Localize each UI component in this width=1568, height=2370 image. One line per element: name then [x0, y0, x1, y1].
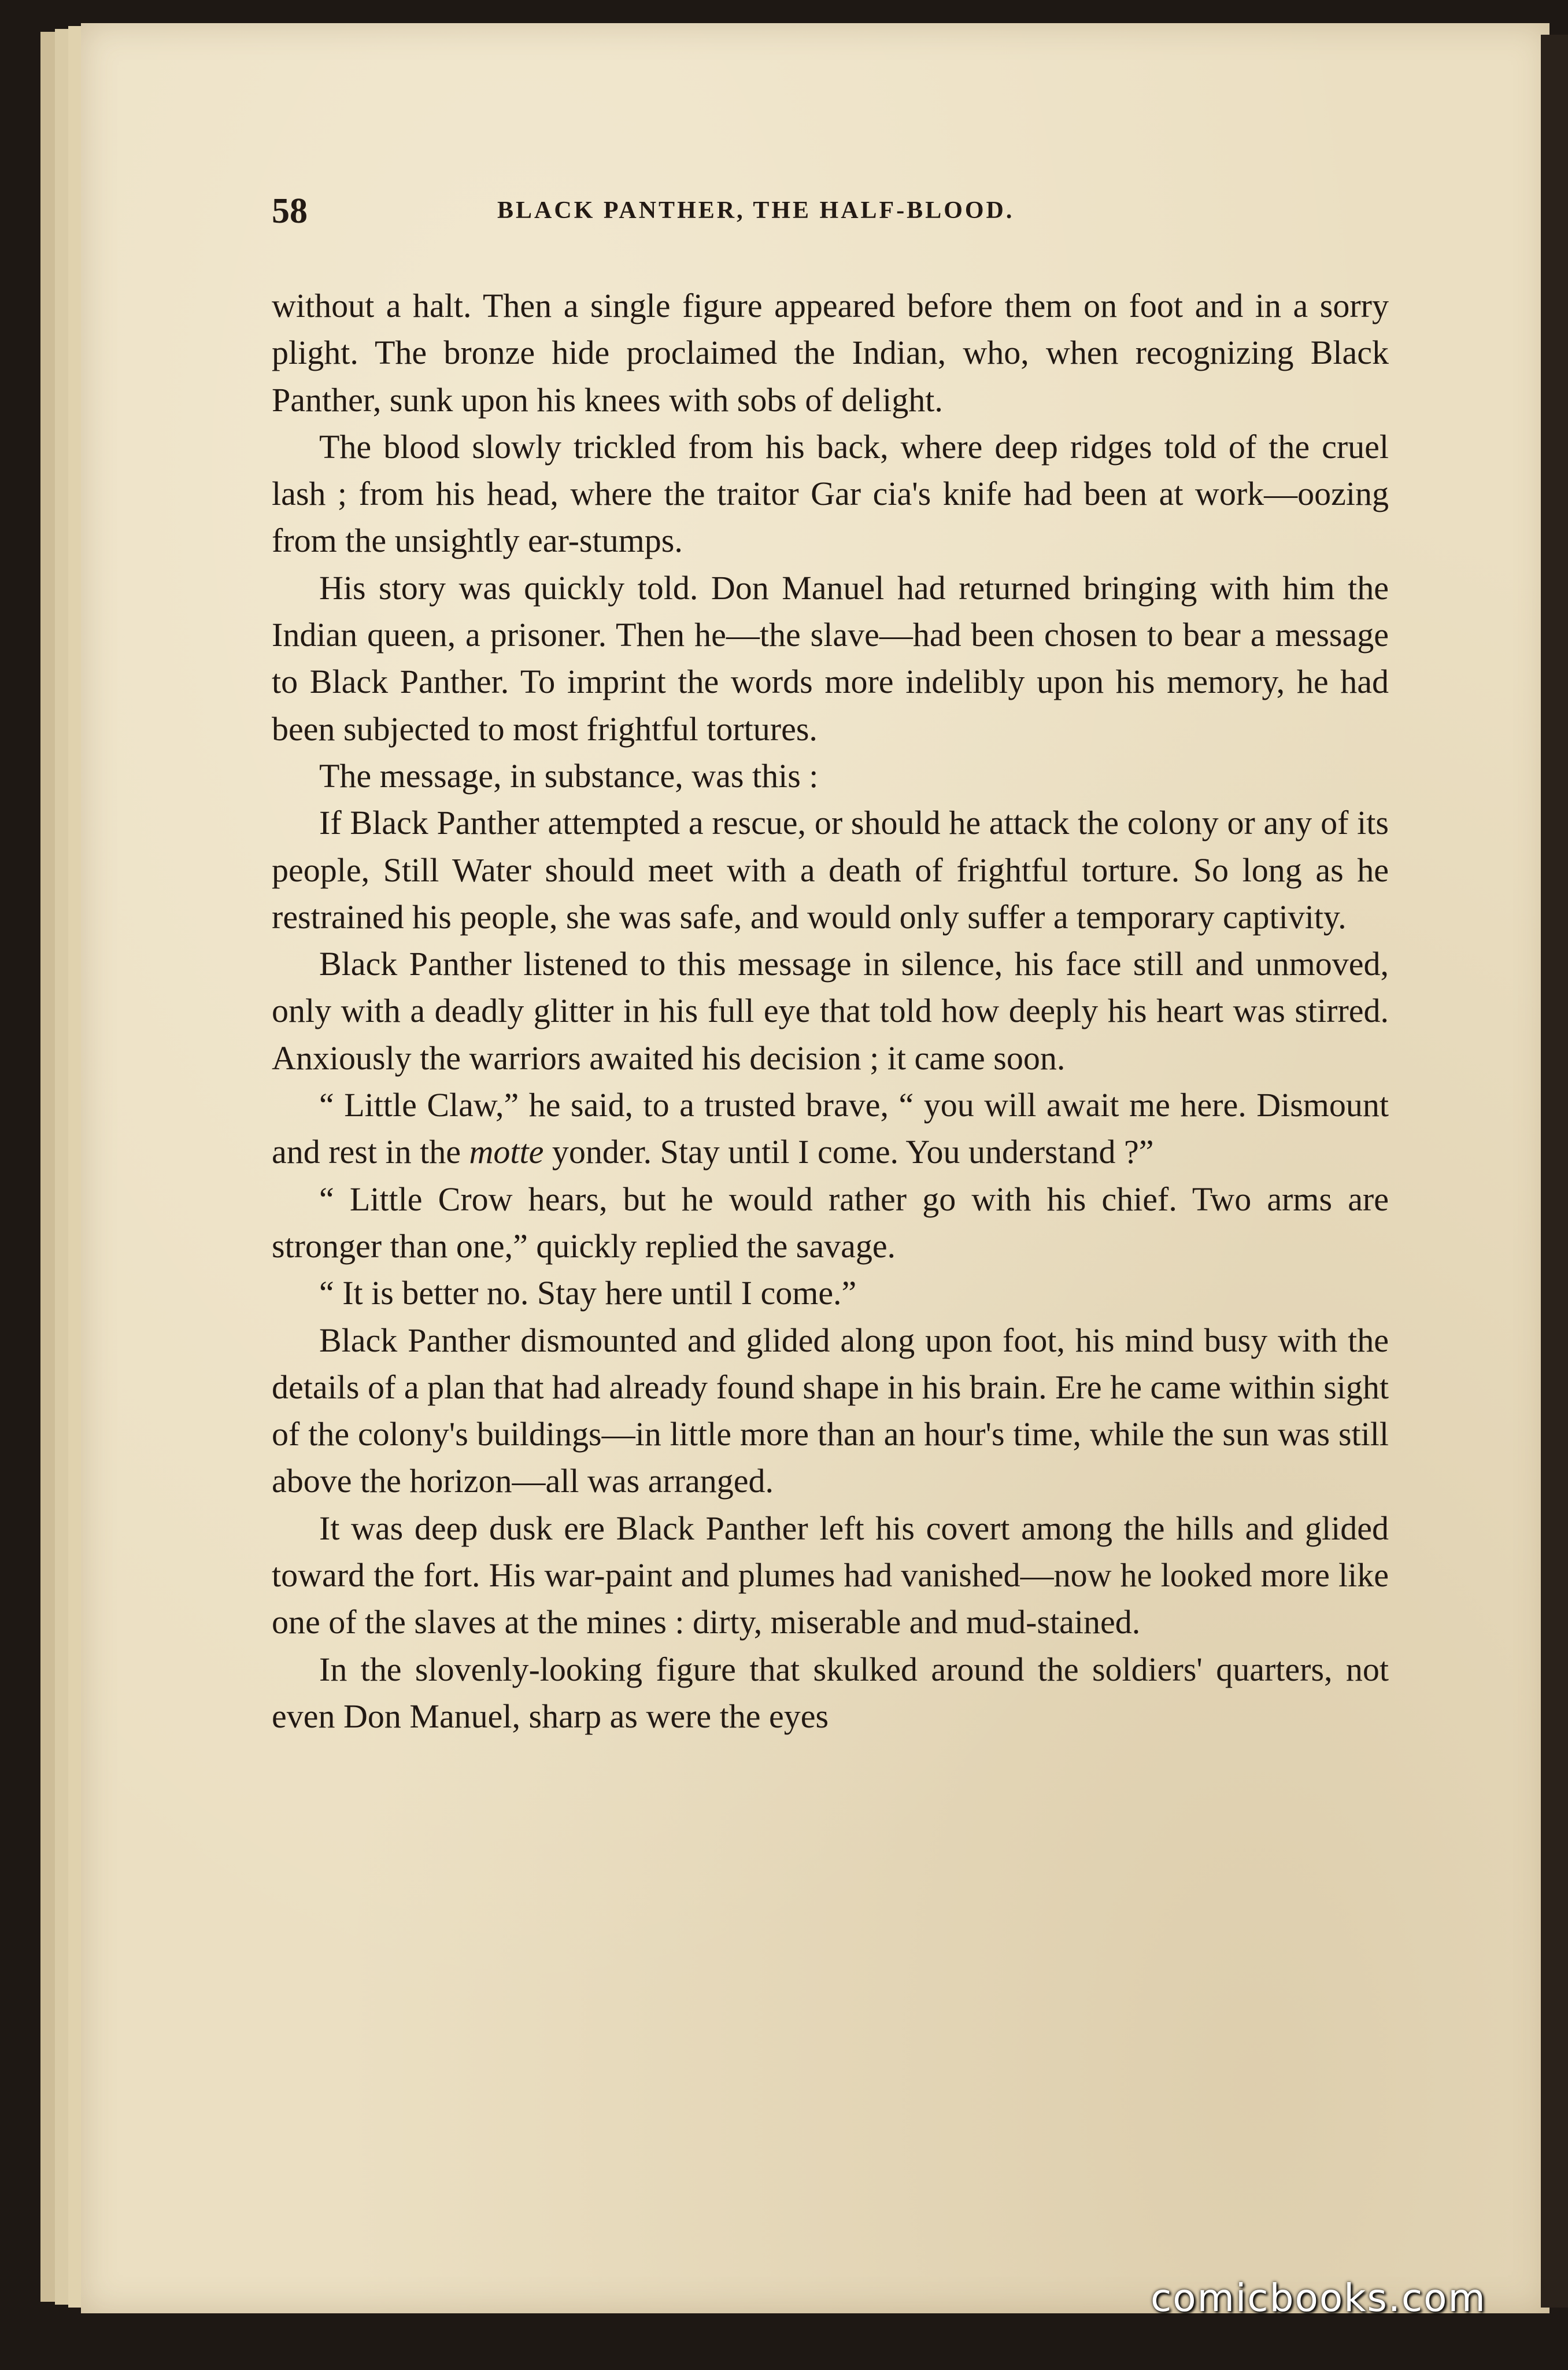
paragraph: Black Panther dismounted and glided along upon foot, his mind busy with the details of a plan that had already found shape in his brain. Ere he came within sight of the colony's buildings—in little more than an hour's time, while the sun was still above the horizon—all was arranged.	[272, 1321, 1389, 1500]
page-header	[272, 191, 1399, 237]
binding-shadow	[1541, 35, 1568, 2308]
paragraph: Black Panther listened to this message in silence, his face still and unmoved, only with a deadly glitter in his full eye that told how deeply his heart was stirred. Anxiously the warriors awaited his decision ; it came soon.	[272, 945, 1389, 1077]
paragraph: The message, in substance, was this :	[319, 756, 819, 795]
paragraph: “ It is better no. Stay here until I come.”	[319, 1274, 857, 1312]
running-head: BLACK PANTHER, THE HALF-BLOOD.	[497, 197, 1015, 224]
italic-word: motte	[469, 1133, 544, 1171]
paragraph: The blood slowly trickled from his back, where deep ridges told of the cruel lash ; from his head, where the traitor Gar cia's knife had been at work—oozing from the unsightly ear-stumps.	[272, 427, 1389, 560]
paragraph: “ Little Claw,” he said, to a trusted brave, “ you will await me here. Dismount and rest in the motte yonder. Stay until I come. You understand ?”	[272, 1086, 1389, 1171]
paragraph: His story was quickly told. Don Manuel had returned bringing with him the Indian queen, a prisoner. Then he—the slave—had been chosen to bear a message to Black Panther. To imprint the words more indelibly upon his memory, he had been subjected to most frightful tortures.	[272, 568, 1389, 748]
paragraph: It was deep dusk ere Black Panther left his covert among the hills and glided toward the fort. His war-paint and plumes had vanished—now he looked more like one of the slaves at the mines : dirty, miserable and mud-stained.	[272, 1509, 1389, 1641]
page-number: 58	[272, 191, 308, 231]
paragraph: If Black Panther attempted a rescue, or should he attack the colony or any of its people, Still Water should meet with a death of frightful torture. So long as he restrained his people, she was safe, and would only suffer a temporary captivity.	[272, 804, 1389, 936]
paragraph: “ Little Crow hears, but he would rather go with his chief. Two arms are stronger than one,” quickly replied the savage.	[272, 1180, 1389, 1265]
paragraph: without a halt. Then a single figure appeared before them on foot and in a sorry plight. The bronze hide proclaimed the Indian, who, when recognizing Black Panther, sunk upon his knees with sobs of delight.	[272, 287, 1389, 419]
watermark: comicbooks.com	[1151, 2276, 1486, 2320]
body-text	[272, 282, 1389, 1740]
paragraph: In the slovenly-looking figure that skulked around the soldiers' quarters, not even Don Manuel, sharp as were the eyes	[272, 1650, 1389, 1735]
